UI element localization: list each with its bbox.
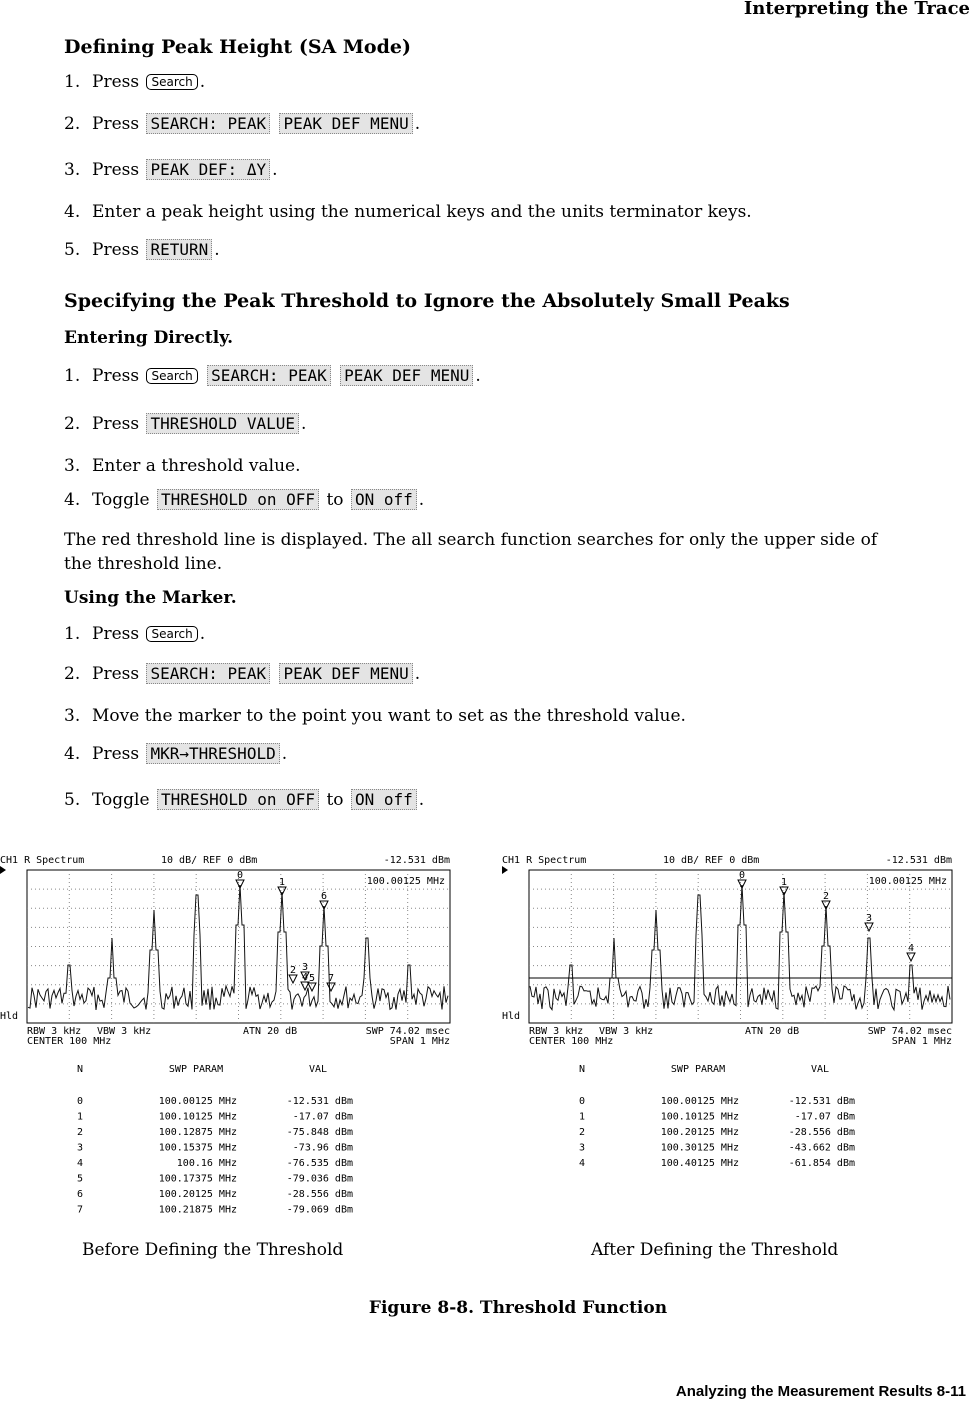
step-number: 3.: [64, 160, 81, 180]
vbw-label: VBW 3 kHz: [599, 1026, 654, 1037]
step-verb: Toggle: [92, 490, 150, 510]
center-label: CENTER 100 MHz: [529, 1036, 614, 1047]
table-cell-freq: 100.40125 MHz: [660, 1158, 739, 1169]
step-number: 1.: [64, 624, 81, 644]
softkey[interactable]: ON off: [351, 789, 417, 810]
table-cell-n: 3: [76, 1142, 84, 1154]
softkey[interactable]: THRESHOLD on OFF: [157, 489, 319, 510]
step-item: [64, 240, 220, 260]
table-cell-n: 5: [76, 1173, 84, 1185]
paragraph-line: The red threshold line is displayed. The all search function searches for only the upper side of: [64, 530, 878, 550]
scale-label: 10 dB/ REF 0 dBm: [663, 855, 760, 866]
screen-after-threshold: [502, 850, 958, 1230]
step-verb: Press: [92, 664, 140, 684]
table-cell-val: -12.531 dBm: [788, 1096, 855, 1107]
step-text: Move the marker to the point you want to set as the threshold value.: [92, 706, 686, 726]
table-cell-val: -17.07 dBm: [794, 1111, 855, 1123]
softkey[interactable]: ON off: [351, 489, 417, 510]
ref-arrow-icon: [502, 866, 508, 874]
table-cell-val: -76.535 dBm: [286, 1158, 353, 1169]
span-label: SPAN 1 MHz: [389, 1036, 450, 1047]
attenuation-label: ATN 20 dB: [745, 1026, 800, 1037]
page-header: Interpreting the Trace: [743, 0, 970, 19]
marker-triangle-icon: [327, 983, 335, 991]
table-cell-freq: 100.12875 MHz: [158, 1127, 237, 1138]
step-punct: .: [214, 240, 220, 260]
table-cell-n: 1: [578, 1111, 586, 1123]
hardkey-search[interactable]: Search: [146, 74, 197, 90]
section-title-threshold: Specifying the Peak Threshold to Ignore the Absolutely Small Peaks: [64, 290, 790, 312]
step-verb: Toggle: [92, 790, 150, 810]
spectrum-trace: [530, 885, 950, 1010]
table-cell-val: -28.556 dBm: [788, 1127, 855, 1138]
vbw-label: VBW 3 kHz: [97, 1026, 152, 1037]
marker-number: 1: [780, 877, 788, 888]
table-cell-n: 1: [76, 1111, 84, 1123]
channel-label: CH1 R Spectrum: [502, 855, 587, 866]
step-punct: .: [418, 790, 425, 810]
table-cell-n: 6: [76, 1189, 84, 1200]
step-item: [64, 414, 306, 434]
step-verb: Press: [92, 240, 140, 260]
step-number: 4.: [64, 202, 81, 222]
step-item: [64, 706, 686, 726]
table-cell-n: 4: [578, 1158, 586, 1169]
softkey[interactable]: MKR→THRESHOLD: [146, 743, 279, 764]
step-punct: .: [281, 744, 288, 764]
paragraph-line: the threshold line.: [64, 554, 223, 574]
table-cell-freq: 100.10125 MHz: [660, 1111, 739, 1123]
table-cell-val: -12.531 dBm: [286, 1096, 353, 1107]
hardkey-search[interactable]: Search: [146, 626, 197, 642]
table-cell-n: 4: [76, 1158, 84, 1169]
table-cell-n: 0: [76, 1096, 84, 1107]
softkey[interactable]: THRESHOLD VALUE: [146, 413, 299, 434]
softkey[interactable]: SEARCH: PEAK: [146, 663, 270, 684]
step-item: [64, 456, 301, 476]
step-number: 3.: [64, 706, 81, 726]
softkey[interactable]: PEAK DEF: ΔY: [146, 159, 270, 180]
span-label: SPAN 1 MHz: [891, 1036, 952, 1047]
marker-readout: 100.00125 MHz: [868, 876, 947, 887]
table-header: SWP PARAM: [670, 1064, 726, 1075]
step-number: 5.: [64, 240, 81, 260]
table-cell-n: 2: [76, 1127, 84, 1138]
step-item: [64, 160, 277, 180]
step-item: [64, 624, 205, 644]
step-number: 2.: [64, 664, 81, 684]
table-cell-val: -79.069 dBm: [286, 1204, 353, 1216]
table-cell-freq: 100.00125 MHz: [158, 1096, 237, 1107]
step-punct: .: [199, 72, 206, 92]
step-number: 2.: [64, 414, 81, 434]
table-cell-freq: 100.15375 MHz: [158, 1142, 237, 1154]
step-number: 4.: [64, 744, 81, 764]
table-cell-freq: 100.10125 MHz: [158, 1111, 237, 1123]
marker-value: -12.531 dBm: [885, 855, 952, 866]
step-item: [64, 72, 205, 92]
screen-before-threshold: [0, 850, 456, 1230]
analyzer-display: [502, 850, 958, 1230]
marker-triangle-icon: [289, 975, 297, 983]
softkey[interactable]: SEARCH: PEAK: [207, 365, 331, 386]
marker-number: 7: [327, 973, 335, 984]
step-item: [64, 490, 424, 510]
step-verb: Press: [92, 160, 140, 180]
spectrum-trace: [28, 885, 448, 1010]
marker-number: 5: [308, 973, 316, 984]
step-punct: .: [414, 664, 421, 684]
step-punct: .: [475, 366, 481, 386]
channel-label: CH1 R Spectrum: [0, 855, 85, 866]
page-footer: Analyzing the Measurement Results 8-11: [675, 1383, 966, 1400]
subheading-entering-directly: Entering Directly.: [64, 328, 234, 348]
step-verb: Press: [92, 114, 140, 134]
step-verb: Press: [92, 414, 140, 434]
step-item: [64, 744, 287, 764]
marker-number: 2: [289, 965, 297, 976]
step-connector: to: [326, 790, 344, 810]
table-cell-freq: 100.30125 MHz: [660, 1142, 739, 1154]
step-item: [64, 664, 420, 684]
step-punct: .: [300, 414, 307, 434]
table-cell-n: 2: [578, 1127, 586, 1138]
table-cell-freq: 100.00125 MHz: [660, 1096, 739, 1107]
step-item: [64, 114, 420, 134]
section-title-peak-height: Defining Peak Height (SA Mode): [64, 36, 411, 58]
marker-triangle-icon: [907, 953, 915, 961]
marker-triangle-icon: [308, 983, 316, 991]
hold-label: Hld: [502, 1011, 521, 1022]
step-item: [64, 790, 424, 810]
rbw-label: RBW 3 kHz: [27, 1026, 82, 1037]
table-cell-freq: 100.20125 MHz: [660, 1127, 739, 1138]
table-cell-val: -43.662 dBm: [788, 1142, 855, 1154]
table-cell-n: 3: [578, 1142, 586, 1154]
step-punct: .: [199, 624, 206, 644]
softkey[interactable]: PEAK DEF MENU: [340, 365, 473, 386]
marker-number: 3: [301, 962, 309, 973]
softkey[interactable]: SEARCH: PEAK: [146, 113, 270, 134]
table-cell-freq: 100.20125 MHz: [158, 1189, 237, 1200]
scale-label: 10 dB/ REF 0 dBm: [161, 855, 258, 866]
center-label: CENTER 100 MHz: [27, 1036, 112, 1047]
table-header: N: [76, 1064, 84, 1075]
hold-label: Hld: [0, 1011, 19, 1022]
step-punct: .: [272, 160, 278, 180]
table-cell-val: -17.07 dBm: [292, 1111, 353, 1123]
table-cell-val: -61.854 dBm: [788, 1158, 855, 1169]
sweep-time-label: SWP 74.02 msec: [365, 1026, 450, 1037]
step-number: 3.: [64, 456, 81, 476]
caption-after: After Defining the Threshold: [591, 1240, 839, 1260]
step-number: 2.: [64, 114, 81, 134]
softkey[interactable]: RETURN: [146, 239, 212, 260]
step-text: Enter a threshold value.: [92, 456, 301, 476]
step-item: [64, 366, 481, 386]
softkey[interactable]: PEAK DEF MENU: [279, 663, 412, 684]
step-item: [64, 202, 752, 222]
table-header: N: [578, 1064, 586, 1075]
rbw-label: RBW 3 kHz: [529, 1026, 584, 1037]
marker-number: 1: [278, 877, 286, 888]
ref-arrow-icon: [0, 866, 6, 874]
marker-number: 4: [907, 943, 915, 954]
marker-number: 2: [822, 891, 830, 902]
marker-readout: 100.00125 MHz: [366, 876, 445, 887]
table-cell-freq: 100.17375 MHz: [158, 1173, 237, 1185]
table-cell-val: -73.96 dBm: [292, 1142, 353, 1154]
step-number: 1.: [64, 366, 81, 386]
step-text: Enter a peak height using the numerical keys and the units terminator keys.: [92, 202, 752, 222]
step-number: 5.: [64, 790, 81, 810]
step-verb: Press: [92, 624, 140, 644]
marker-number: 3: [865, 913, 873, 924]
marker-number: 0: [236, 870, 244, 881]
step-connector: to: [326, 490, 344, 510]
softkey[interactable]: THRESHOLD on OFF: [157, 789, 319, 810]
marker-number: 0: [738, 870, 746, 881]
threshold-paragraph: [64, 528, 964, 576]
step-verb: Press: [92, 744, 140, 764]
table-cell-freq: 100.21875 MHz: [158, 1204, 237, 1216]
marker-number: 4: [301, 972, 309, 983]
table-header: VAL: [308, 1064, 328, 1075]
step-punct: .: [418, 490, 425, 510]
step-punct: .: [414, 114, 421, 134]
marker-value: -12.531 dBm: [383, 855, 450, 866]
step-verb: Press: [92, 72, 140, 92]
table-header: SWP PARAM: [168, 1064, 224, 1075]
sweep-time-label: SWP 74.02 msec: [867, 1026, 952, 1037]
table-cell-freq: 100.16 MHz: [176, 1158, 237, 1169]
subheading-using-marker: Using the Marker.: [64, 588, 237, 608]
step-verb: Press: [92, 366, 140, 386]
table-cell-n: 7: [76, 1204, 84, 1216]
figure-title: Figure 8-8. Threshold Function: [368, 1298, 668, 1318]
table-cell-val: -75.848 dBm: [286, 1127, 353, 1138]
step-number: 4.: [64, 490, 81, 510]
table-cell-val: -79.036 dBm: [286, 1173, 353, 1185]
caption-before: Before Defining the Threshold: [82, 1240, 344, 1260]
softkey[interactable]: PEAK DEF MENU: [279, 113, 412, 134]
hardkey-search[interactable]: Search: [146, 368, 197, 384]
table-header: VAL: [810, 1064, 830, 1075]
table-cell-n: 0: [578, 1096, 586, 1107]
analyzer-display: [0, 850, 456, 1230]
attenuation-label: ATN 20 dB: [243, 1026, 298, 1037]
table-cell-val: -28.556 dBm: [286, 1189, 353, 1200]
marker-number: 6: [320, 891, 328, 902]
step-number: 1.: [64, 72, 81, 92]
